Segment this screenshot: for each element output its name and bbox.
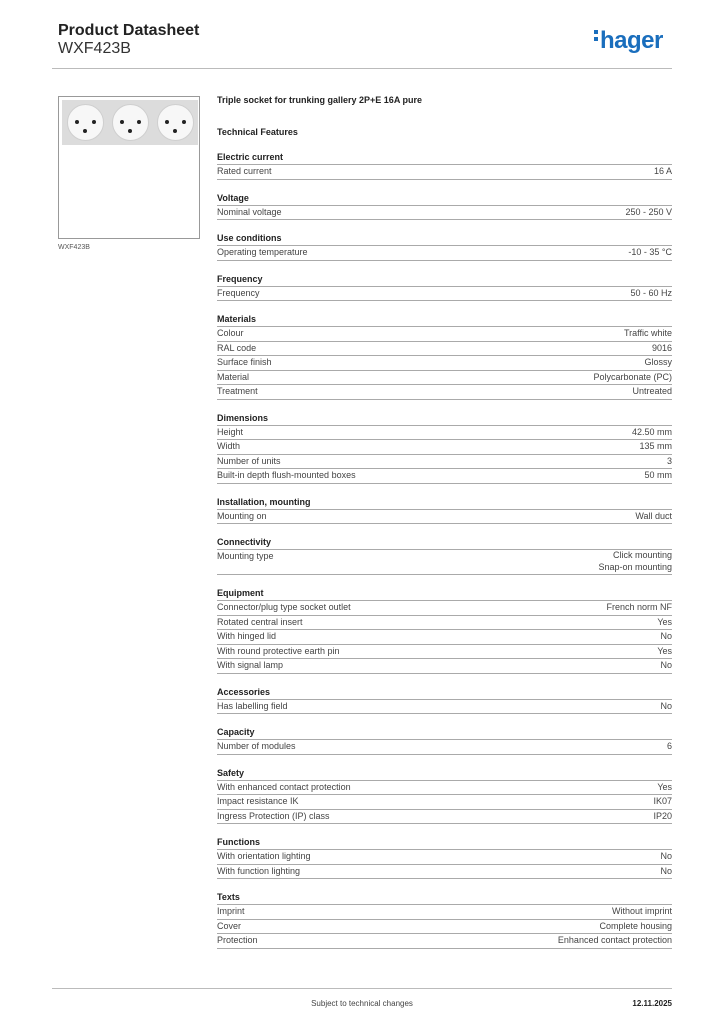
feature-value: Yes xyxy=(657,616,672,627)
feature-label: Cover xyxy=(217,920,242,931)
feature-row xyxy=(217,455,672,470)
feature-row xyxy=(217,206,672,221)
feature-section xyxy=(217,891,672,949)
feature-label: With hinged lid xyxy=(217,631,277,641)
feature-value-line: Snap-on mounting xyxy=(598,561,672,572)
brand-name: hager xyxy=(600,27,663,54)
feature-section xyxy=(217,151,672,180)
section-title: Accessories xyxy=(217,686,672,700)
logo-dots-icon xyxy=(594,30,598,44)
feature-row xyxy=(217,630,672,645)
feature-value: No xyxy=(660,865,672,876)
feature-row xyxy=(217,645,672,660)
feature-label: RAL code xyxy=(217,342,257,353)
feature-value-line: Click mounting xyxy=(612,550,672,560)
feature-label: Imprint xyxy=(217,906,245,916)
feature-value: Yes xyxy=(657,781,672,792)
feature-row xyxy=(217,440,672,455)
section-title: Voltage xyxy=(217,192,672,206)
feature-label: Height xyxy=(217,426,244,437)
section-title: Electric current xyxy=(217,151,672,165)
feature-section xyxy=(217,232,672,261)
feature-label: Frequency xyxy=(217,287,260,298)
feature-section xyxy=(217,587,672,674)
feature-section xyxy=(217,726,672,755)
feature-row xyxy=(217,327,672,342)
feature-row xyxy=(217,601,672,616)
feature-label: Rotated central insert xyxy=(217,616,303,627)
section-title: Texts xyxy=(217,891,672,905)
feature-label: Number of modules xyxy=(217,741,296,751)
feature-row xyxy=(217,287,672,302)
feature-value: Glossy xyxy=(644,357,672,367)
feature-label: Colour xyxy=(217,328,244,338)
feature-label: Surface finish xyxy=(217,357,272,367)
feature-row xyxy=(217,740,672,755)
feature-value: Yes xyxy=(657,645,672,656)
feature-value xyxy=(598,550,672,574)
feature-value: 135 mm xyxy=(639,441,672,451)
section-title: Use conditions xyxy=(217,232,672,246)
feature-label: Operating temperature xyxy=(217,247,308,257)
feature-value: Without imprint xyxy=(611,906,672,916)
feature-row xyxy=(217,426,672,441)
feature-label: With round protective earth pin xyxy=(217,645,340,656)
section-title: Dimensions xyxy=(217,412,672,426)
header-divider xyxy=(52,68,672,69)
image-caption: WXF423B xyxy=(58,244,90,251)
feature-value: 50 mm xyxy=(644,470,672,480)
feature-value: 3 xyxy=(666,455,672,466)
socket-outlet-icon xyxy=(157,104,194,141)
triple-socket-icon xyxy=(62,100,198,145)
feature-label: Rated current xyxy=(217,166,272,176)
feature-row xyxy=(217,246,672,261)
feature-value: 16 A xyxy=(653,166,672,176)
feature-label: Mounting type xyxy=(217,551,274,561)
feature-label: With signal lamp xyxy=(217,660,284,670)
feature-value: No xyxy=(660,851,672,861)
feature-value: IK07 xyxy=(653,796,672,806)
feature-row xyxy=(217,385,672,400)
feature-row xyxy=(217,550,672,575)
feature-row xyxy=(217,700,672,715)
feature-section xyxy=(217,412,672,484)
feature-value: 9016 xyxy=(651,342,672,353)
footer-divider xyxy=(52,988,672,989)
brand-logo xyxy=(594,27,663,55)
feature-row xyxy=(217,865,672,880)
section-title: Capacity xyxy=(217,726,672,740)
feature-section xyxy=(217,192,672,221)
feature-label: Ingress Protection (IP) class xyxy=(217,810,330,821)
product-description: Triple socket for trunking gallery 2P+E 16A pure xyxy=(217,95,422,105)
feature-value: Complete housing xyxy=(599,920,672,931)
feature-section xyxy=(217,536,672,575)
section-title: Installation, mounting xyxy=(217,496,672,510)
socket-outlet-icon xyxy=(112,104,149,141)
feature-section xyxy=(217,496,672,525)
feature-row xyxy=(217,920,672,935)
feature-value: 42.50 mm xyxy=(631,426,672,437)
feature-row xyxy=(217,795,672,810)
footer-date: 12.11.2025 xyxy=(632,999,672,1008)
feature-value: No xyxy=(660,631,672,641)
feature-section xyxy=(217,767,672,825)
feature-value: -10 - 35 °C xyxy=(628,247,672,257)
feature-label: Number of units xyxy=(217,455,281,466)
feature-label: Material xyxy=(217,371,250,382)
feature-section xyxy=(217,686,672,715)
feature-value: Polycarbonate (PC) xyxy=(593,371,672,382)
feature-value: French norm NF xyxy=(606,602,672,612)
feature-label: Connector/plug type socket outlet xyxy=(217,602,351,612)
feature-value: 6 xyxy=(666,741,672,751)
feature-row xyxy=(217,356,672,371)
datasheet-content xyxy=(217,92,672,949)
feature-value: No xyxy=(660,660,672,670)
feature-row xyxy=(217,371,672,386)
feature-row xyxy=(217,616,672,631)
technical-features-title: Technical Features xyxy=(217,127,298,137)
feature-value: Enhanced contact protection xyxy=(557,935,672,945)
footer-note: Subject to technical changes xyxy=(311,999,413,1008)
feature-value: 50 - 60 Hz xyxy=(630,287,672,298)
section-title: Safety xyxy=(217,767,672,781)
feature-value: IP20 xyxy=(653,810,672,821)
feature-row xyxy=(217,510,672,525)
feature-value: No xyxy=(660,700,672,711)
feature-section xyxy=(217,273,672,302)
section-title: Connectivity xyxy=(217,536,672,550)
feature-sections xyxy=(217,151,672,949)
feature-row xyxy=(217,659,672,674)
feature-row xyxy=(217,781,672,796)
feature-label: Treatment xyxy=(217,386,258,396)
feature-value: Wall duct xyxy=(635,510,672,521)
section-title: Functions xyxy=(217,836,672,850)
feature-label: Has labelling field xyxy=(217,700,288,711)
feature-value: Traffic white xyxy=(623,328,672,338)
feature-label: With enhanced contact protection xyxy=(217,781,351,792)
product-image xyxy=(58,96,200,239)
feature-row xyxy=(217,905,672,920)
feature-label: Impact resistance IK xyxy=(217,796,299,806)
socket-outlet-icon xyxy=(67,104,104,141)
section-title: Frequency xyxy=(217,273,672,287)
feature-value: 250 - 250 V xyxy=(625,206,672,217)
feature-row xyxy=(217,165,672,180)
feature-row xyxy=(217,850,672,865)
feature-value: Untreated xyxy=(632,386,672,396)
section-title: Equipment xyxy=(217,587,672,601)
feature-section xyxy=(217,313,672,400)
feature-label: Mounting on xyxy=(217,510,267,521)
feature-section xyxy=(217,836,672,879)
feature-row xyxy=(217,469,672,484)
feature-label: With orientation lighting xyxy=(217,851,311,861)
product-code: WXF423B xyxy=(58,40,131,57)
feature-label: Width xyxy=(217,441,241,451)
section-title: Materials xyxy=(217,313,672,327)
feature-row xyxy=(217,934,672,949)
feature-label: Protection xyxy=(217,935,258,945)
feature-label: Nominal voltage xyxy=(217,206,282,217)
feature-row xyxy=(217,810,672,825)
feature-label: Built-in depth flush-mounted boxes xyxy=(217,470,356,480)
feature-label: With function lighting xyxy=(217,865,301,876)
feature-row xyxy=(217,342,672,357)
page-title: Product Datasheet xyxy=(58,22,200,39)
